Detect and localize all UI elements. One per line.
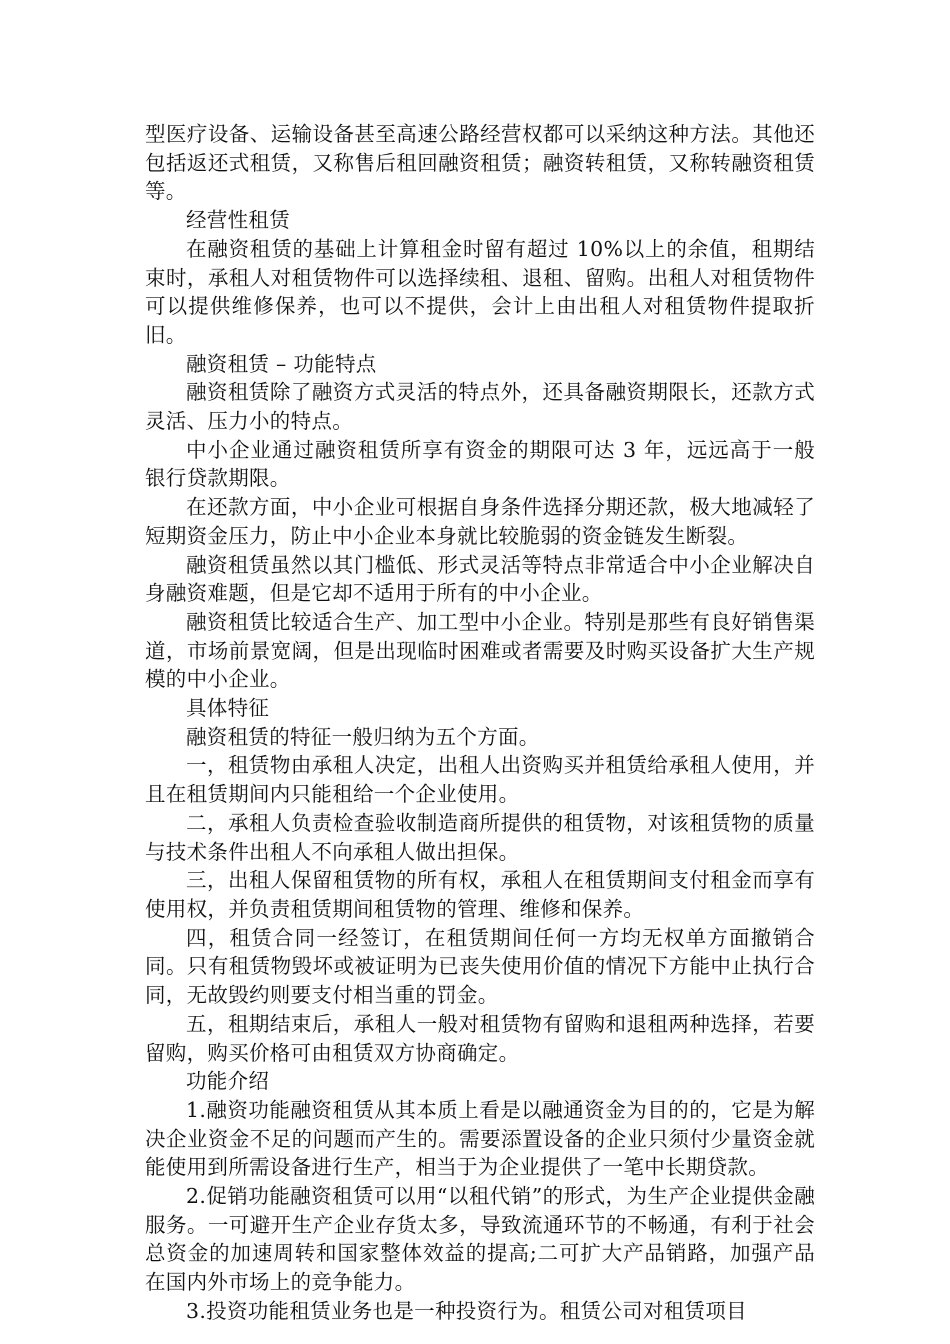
paragraph: 融资租赁比较适合生产、加工型中小企业。特别是那些有良好销售渠道，市场前景宽阔，但是出现临时困难或者需要及时购买设备扩大生产规模的中小企业。 [145, 609, 815, 692]
paragraph: 五，租期结束后，承租人一般对租赁物有留购和退租两种选择，若要留购，购买价格可由租赁双方协商确定。 [145, 1011, 815, 1065]
paragraph: 融资租赁除了融资方式灵活的特点外，还具备融资期限长，还款方式灵活、压力小的特点。 [145, 380, 815, 434]
paragraph: 1.融资功能融资租赁从其本质上看是以融通资金为目的的，它是为解决企业资金不足的问题而产生的。需要添置设备的企业只须付少量资金就能使用到所需设备进行生产，相当于为企业提供了一笔中长期贷款。 [145, 1097, 815, 1180]
paragraph: 3.投资功能租赁业务也是一种投资行为。租赁公司对租赁项目 [186, 1298, 747, 1323]
document-body [145, 120, 815, 1326]
paragraph: 一，租赁物由承租人决定，出租人出资购买并租赁给承租人使用，并且在租赁期间内只能租给一个企业使用。 [145, 753, 815, 807]
paragraph: 四，租赁合同一经签订，在租赁期间任何一方均无权单方面撤销合同。只有租赁物毁坏或被证明为已丧失使用价值的情况下方能中止执行合同，无故毁约则要支付相当重的罚金。 [145, 925, 815, 1008]
section-heading-function-features: 融资租赁 – 功能特点 [186, 351, 377, 376]
paragraph: 在还款方面，中小企业可根据自身条件选择分期还款，极大地减轻了短期资金压力，防止中小企业本身就比较脆弱的资金链发生断裂。 [145, 495, 815, 548]
paragraph: 在融资租赁的基础上计算租金时留有超过 10%以上的余值，租期结束时，承租人对租赁物件可以选择续租、退租、留购。出租人对租赁物件可以提供维修保养，也可以不提供，会计上由出租人对租赁物件提取折旧。 [145, 236, 815, 347]
paragraph: 型医疗设备、运输设备甚至高速公路经营权都可以采纳这种方法。其他还包括返还式租赁，又称售后租回融资租赁；融资转租赁，又称转融资租赁等。 [145, 122, 815, 204]
section-heading-operating-lease: 经营性租赁 [186, 208, 290, 233]
paragraph: 二，承租人负责检查验收制造商所提供的租赁物，对该租赁物的质量与技术条件出租人不向承租人做出担保。 [145, 810, 815, 864]
paragraph: 融资租赁的特征一般归纳为五个方面。 [186, 724, 540, 749]
paragraph: 三，出租人保留租赁物的所有权，承租人在租赁期间支付租金而享有使用权，并负责租赁期间租赁物的管理、维修和保养。 [145, 868, 815, 921]
section-heading-specific-features: 具体特征 [186, 696, 270, 721]
paragraph: 融资租赁虽然以其门槛低、形式灵活等特点非常适合中小企业解决自身融资难题，但是它却不适用于所有的中小企业。 [145, 552, 815, 606]
paragraph: 2.促销功能融资租赁可以用“以租代销”的形式，为生产企业提供金融服务。一可避开生产企业存货太多，导致流通环节的不畅通，有利于社会总资金的加速周转和国家整体效益的提高;二可扩大产品销路，加强产品在国内外市场上的竞争能力。 [145, 1184, 815, 1295]
paragraph: 中小企业通过融资租赁所享有资金的期限可达 3 年，远远高于一般银行贷款期限。 [145, 437, 815, 491]
section-heading-function-intro: 功能介绍 [186, 1069, 270, 1094]
